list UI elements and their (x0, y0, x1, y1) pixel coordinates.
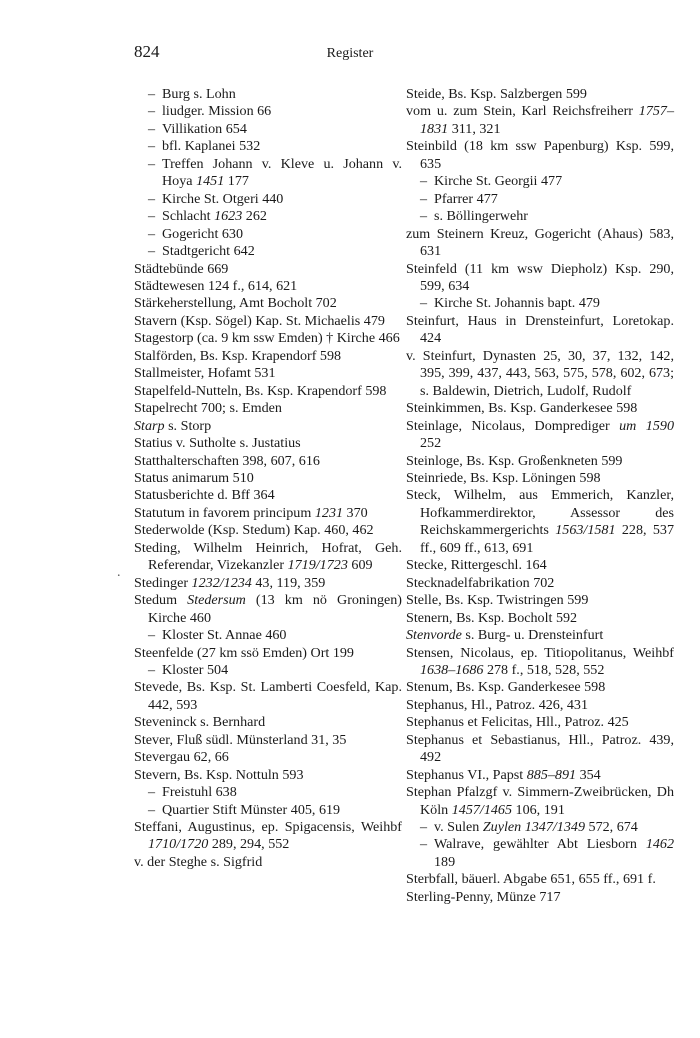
index-entry (134, 732, 402, 749)
subentry-dash: – (420, 208, 428, 225)
entry-text: Sterling-Penny, Münze 717 (406, 888, 561, 905)
entry-text: s. Böllingerwehr (434, 208, 528, 225)
index-subentry (406, 819, 674, 836)
entry-text: Steveninck s. Bernhard (134, 714, 266, 731)
entry-italic-text: 1232/1234 (191, 574, 252, 591)
index-entry (406, 575, 674, 592)
entry-text: Treffen Johann v. Kleve u. Johann v. Hoya (162, 155, 402, 190)
index-entry (406, 697, 674, 714)
subentry-dash: – (148, 155, 156, 172)
entry-text: 609 (347, 557, 373, 574)
index-subentry (134, 86, 402, 103)
subentry-dash: – (420, 836, 428, 853)
entry-text: Freistuhl 638 (162, 784, 237, 801)
entry-italic-text: Stenvorde (406, 627, 462, 644)
index-subentry (134, 121, 402, 138)
entry-text: 106, 191 (512, 801, 565, 818)
entry-text: Statutum in favorem principum (134, 504, 315, 521)
index-entry (134, 330, 402, 347)
entry-text: 43, 119, 359 (251, 574, 326, 591)
subentry-dash: – (148, 86, 156, 102)
entry-text: Städtebünde 669 (134, 260, 229, 277)
index-entry (134, 400, 402, 417)
entry-text: Stedum (134, 592, 188, 609)
entry-text: Stevede, Bs. Ksp. St. Lamberti Coesfeld, Kap. 442, 593 (134, 679, 402, 713)
index-entry (134, 645, 402, 662)
index-entry (134, 819, 402, 854)
entry-text: Stapelrecht 700; s. Emden (134, 400, 282, 417)
index-entry (406, 86, 674, 103)
entry-text: Stalförden, Bs. Ksp. Krapendorf 598 (134, 347, 342, 364)
entry-text: Stephanus, Hl., Patroz. 426, 431 (406, 696, 589, 713)
stray-mark: . (117, 565, 121, 580)
entry-text: Sterbfall, bäuerl. Abgabe 651, 655 ff., 691 f. (406, 871, 656, 888)
subentry-dash: – (148, 208, 156, 225)
entry-text: Gogericht 630 (162, 225, 244, 242)
entry-text: Stenern, Bs. Ksp. Bocholt 592 (406, 609, 578, 626)
subentry-dash: – (148, 225, 156, 242)
entry-text: s. Burg- u. Drensteinfurt (461, 627, 604, 644)
index-entry (134, 348, 402, 365)
entry-text: Stever, Fluß südl. Münsterland 31, 35 (134, 731, 347, 748)
entry-text: Stephanus et Felicitas, Hll., Patroz. 425 (406, 714, 629, 731)
entry-text: 370 (343, 504, 368, 521)
entry-text: Stenum, Bs. Ksp. Ganderkesee 598 (406, 679, 606, 696)
index-entry (134, 487, 402, 504)
entry-text: Walrave, gewählter Abt Liesborn (434, 836, 646, 853)
entry-text: bfl. Kaplanei 532 (162, 138, 261, 155)
index-entry (406, 487, 674, 557)
index-entry (134, 313, 402, 330)
entry-text: Steinkimmen, Bs. Ksp. Ganderkesee 598 (406, 400, 638, 417)
entry-text: Stephanus et Sebastianus, Hll., Patroz. 439, 492 (406, 731, 674, 766)
subentry-dash: – (148, 138, 156, 155)
index-entry (406, 784, 674, 819)
entry-text: v. Steinfurt, Dynasten 25, 30, 37, 132, 142, 395, 399, 437, 443, 563, 575, 578, 602, 673; s. Baldewin, Dietrich, Ludolf, Rudolf (406, 347, 674, 399)
index-entry (406, 418, 674, 453)
index-entry (406, 470, 674, 487)
subentry-dash: – (420, 819, 428, 836)
entry-text: 177 (224, 173, 249, 190)
entry-text: 252 (420, 435, 442, 452)
index-entry (406, 714, 674, 731)
index-entry (406, 610, 674, 627)
entry-text: Kloster St. Annae 460 (162, 627, 287, 644)
entry-text: Quartier Stift Münster 405, 619 (162, 801, 341, 818)
index-entry (134, 453, 402, 470)
entry-italic-text: 1231 (314, 504, 344, 521)
entry-text: Steinloge, Bs. Ksp. Großenkneten 599 (406, 452, 623, 469)
entry-text: Städtewesen 124 f., 614, 621 (134, 277, 298, 294)
entry-text: Stephan Pfalzgf v. Simmern-Zweibrücken, Dh Köln (406, 784, 674, 818)
subentry-dash: – (148, 627, 156, 644)
entry-text: 228, 537 ff., 609 ff., 613, 691 (420, 522, 674, 556)
index-entry (406, 645, 674, 680)
entry-text: Steinlage, Nicolaus, Domprediger (406, 417, 620, 434)
entry-text: Schlacht (162, 208, 215, 225)
index-entry (406, 261, 674, 296)
index-entry (406, 138, 674, 173)
entry-text: 572, 674 (585, 819, 638, 836)
index-entry (406, 732, 674, 767)
entry-text: Statthalterschaften 398, 607, 616 (134, 452, 320, 469)
entry-text: Kirche St. Georgii 477 (434, 173, 563, 190)
subentry-dash: – (148, 243, 156, 260)
index-entry (134, 749, 402, 766)
index-entry (406, 400, 674, 417)
index-entry (134, 522, 402, 539)
entry-text: 278 f., 518, 528, 552 (483, 661, 605, 678)
index-subentry (134, 662, 402, 679)
entry-italic-text: 1623 (214, 208, 243, 225)
index-entry (134, 767, 402, 784)
entry-text: Kirche St. Johannis bapt. 479 (434, 295, 600, 312)
index-entry (406, 767, 674, 784)
entry-text: Stephanus VI., Papst (406, 766, 527, 783)
entry-text: v. Sulen (434, 819, 483, 836)
subentry-dash: – (148, 120, 156, 137)
index-subentry (134, 226, 402, 243)
entry-text: Villikation 654 (162, 120, 247, 137)
entry-italic-text: 1451 (196, 173, 225, 190)
index-entry (134, 261, 402, 278)
entry-text: Stagestorp (ca. 9 km ssw Emden) † Kirche 466 (134, 330, 400, 347)
entry-text: Steinfurt, Haus in Drensteinfurt, Loretokap. 424 (406, 312, 674, 347)
index-entry (406, 889, 674, 906)
index-subentry (406, 191, 674, 208)
entry-text: Stensen, Nicolaus, ep. Titiopolitanus, Weihbf (406, 644, 674, 661)
index-entry (134, 714, 402, 731)
index-entry (134, 295, 402, 312)
entry-text: Stapelfeld-Nutteln, Bs. Ksp. Krapendorf 598 (134, 382, 387, 399)
entry-text: Kloster 504 (162, 661, 229, 678)
index-subentry (406, 208, 674, 225)
index-entry (134, 854, 402, 871)
index-subentry (406, 836, 674, 871)
running-head: Register (326, 46, 374, 61)
index-subentry (406, 295, 674, 312)
right-column (406, 86, 674, 906)
entry-text: Stedinger (134, 574, 192, 591)
entry-italic-text: Zuylen 1347/1349 (482, 819, 585, 836)
entry-text: v. der Steghe s. Sigfrid (134, 853, 263, 870)
entry-italic-text: 1757–1831 (420, 103, 674, 137)
entry-text: Stärkeherstellung, Amt Bocholt 702 (134, 295, 337, 312)
subentry-dash: – (148, 103, 156, 120)
subentry-dash: – (420, 173, 428, 190)
index-subentry (134, 802, 402, 819)
entry-text: Steck, Wilhelm, aus Emmerich, Kanzler, Hofkammerdirektor, Assessor des Reichskammergerichts (406, 487, 674, 539)
entry-text: s. Storp (164, 417, 212, 434)
index-subentry (134, 627, 402, 644)
entry-italic-text: 1563/1581 (555, 522, 616, 539)
index-entry (406, 557, 674, 574)
entry-italic-text: Stedersum (187, 592, 246, 609)
subentry-dash: – (148, 661, 156, 678)
index-subentry (134, 243, 402, 260)
index-entry (134, 278, 402, 295)
index-entry (406, 103, 674, 138)
entry-text: Stavern (Ksp. Sögel) Kap. St. Michaelis 479 (134, 312, 385, 329)
entry-text: Steenfelde (27 km ssö Emden) Ort 199 (134, 644, 354, 661)
entry-text: Pfarrer 477 (434, 190, 498, 207)
entry-text: 354 (576, 766, 601, 783)
entry-text: Stecknadelfabrikation 702 (406, 574, 555, 591)
subentry-dash: – (148, 784, 156, 801)
index-entry (406, 871, 674, 888)
entry-text: (13 km nö Groningen) Kirche 460 (148, 592, 402, 626)
entry-text: Steding, Wilhelm Heinrich, Hofrat, Geh. Referendar, Vizekanzler (134, 539, 402, 574)
entry-text: 262 (242, 208, 267, 225)
index-entry (134, 383, 402, 400)
index-subentry (134, 191, 402, 208)
entry-text: Stadtgericht 642 (162, 243, 255, 260)
entry-text: Steffani, Augustinus, ep. Spigacensis, Weihbf (134, 819, 402, 836)
index-entry (134, 592, 402, 627)
entry-text: 311, 321 (448, 120, 501, 137)
entry-italic-text: 1710/1720 (148, 836, 209, 853)
entry-text: Steinbild (18 km ssw Papenburg) Ksp. 599, 635 (406, 138, 674, 172)
entry-italic-text: 885–891 (526, 766, 577, 783)
index-entry (134, 575, 402, 592)
index-entry (134, 540, 402, 575)
entry-text: zum Steinern Kreuz, Gogericht (Ahaus) 583, 631 (406, 225, 674, 260)
entry-text: Stecke, Rittergeschl. 164 (406, 557, 547, 574)
index-entry (406, 313, 674, 348)
index-entry (406, 627, 674, 644)
entry-text: Stevern, Bs. Ksp. Nottuln 593 (134, 766, 304, 783)
index-subentry (406, 173, 674, 190)
index-entry (134, 505, 402, 522)
entry-text: Kirche St. Otgeri 440 (162, 190, 284, 207)
entry-italic-text: 1638–1686 (420, 661, 484, 678)
entry-italic-text: Starp (134, 417, 165, 434)
index-subentry (134, 784, 402, 801)
index-subentry (134, 156, 402, 191)
index-subentry (134, 138, 402, 155)
index-entry (406, 226, 674, 261)
entry-text: Stallmeister, Hofamt 531 (134, 365, 276, 382)
page-number: 824 (134, 42, 160, 61)
entry-text: Statusberichte d. Bff 364 (134, 487, 275, 504)
index-subentry (134, 208, 402, 225)
index-entry (134, 418, 402, 435)
entry-text: Stelle, Bs. Ksp. Twistringen 599 (406, 592, 589, 609)
subentry-dash: – (420, 295, 428, 312)
subentry-dash: – (148, 190, 156, 207)
entry-text: vom u. zum Stein, Karl Reichsfreiherr (406, 103, 639, 120)
entry-italic-text: 1719/1723 (287, 557, 348, 574)
index-entry (134, 470, 402, 487)
entry-text: Status animarum 510 (134, 469, 254, 486)
index-entry (406, 592, 674, 609)
entry-italic-text: 1462 (645, 836, 674, 853)
entry-text: 289, 294, 552 (208, 836, 290, 853)
index-entry (134, 679, 402, 714)
index-entry (134, 365, 402, 382)
index-entry (406, 348, 674, 400)
entry-text: Steide, Bs. Ksp. Salzbergen 599 (406, 86, 587, 102)
entry-text: Steinfeld (11 km wsw Diepholz) Ksp. 290, 599, 634 (406, 260, 674, 294)
entry-text: 189 (434, 853, 456, 870)
entry-text: Statius v. Sutholte s. Justatius (134, 435, 301, 452)
index-entry (134, 435, 402, 452)
index-entry (406, 679, 674, 696)
entry-text: Steinriede, Bs. Ksp. Löningen 598 (406, 469, 601, 486)
entry-italic-text: 1457/1465 (451, 801, 513, 818)
index-entry (406, 453, 674, 470)
entry-text: Burg s. Lohn (162, 86, 236, 102)
entry-italic-text: um 1590 (619, 417, 674, 434)
entry-text: liudger. Mission 66 (162, 103, 272, 120)
subentry-dash: – (420, 190, 428, 207)
subentry-dash: – (148, 801, 156, 818)
entry-text: Stevergau 62, 66 (134, 749, 229, 766)
left-column (134, 86, 402, 871)
entry-text: Stederwolde (Ksp. Stedum) Kap. 460, 462 (134, 522, 374, 539)
index-subentry (134, 103, 402, 120)
